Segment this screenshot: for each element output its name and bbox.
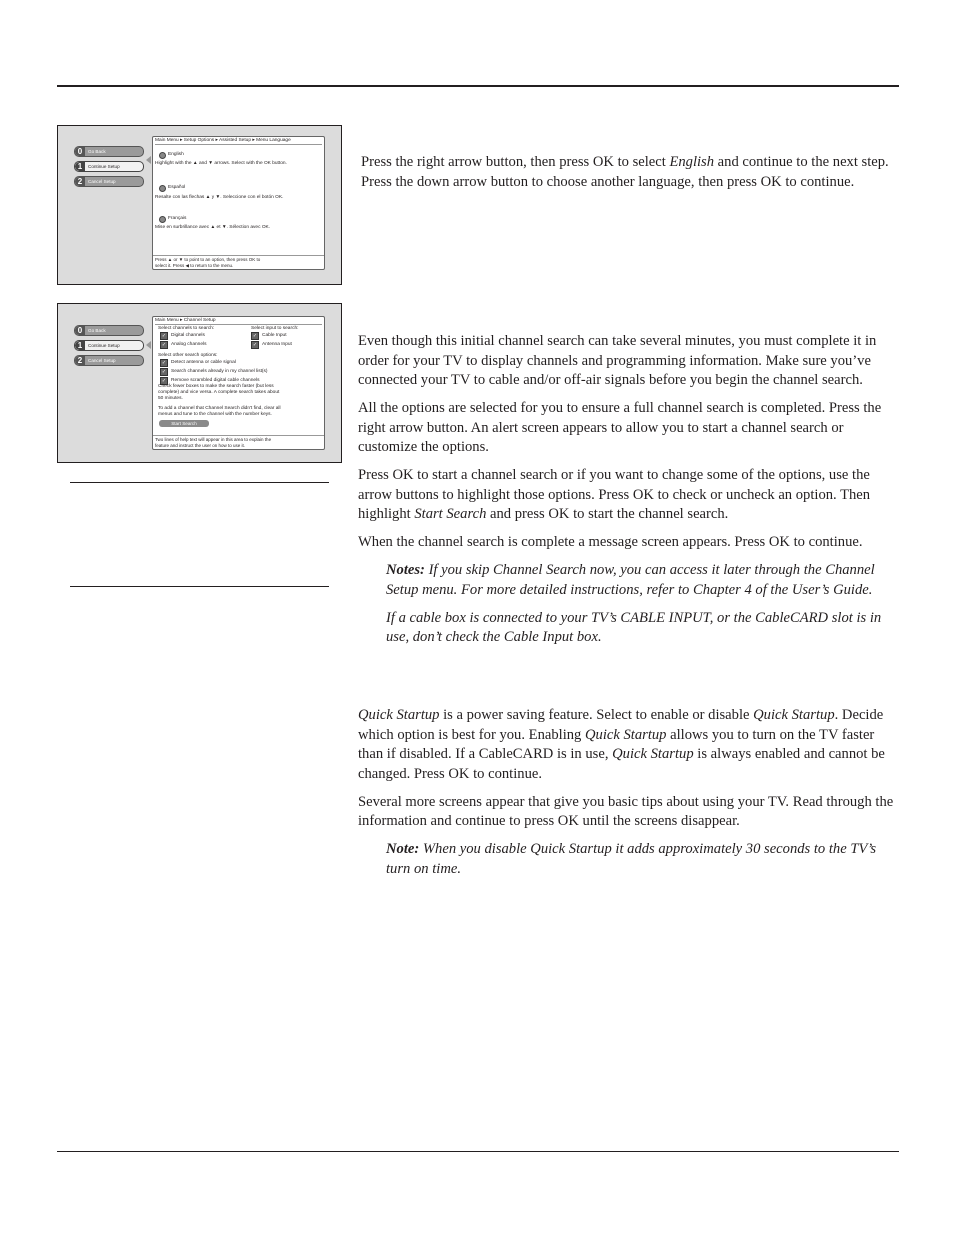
francais-radio-icon[interactable] [159,216,166,223]
channel-setup-screenshot [57,303,342,463]
cable-input-checkbox[interactable]: ✓ [252,333,258,339]
english-hint: Highlight with the ▲ and ▼ arrows. Select with the OK button. [155,161,287,166]
english-option[interactable]: English [168,152,184,157]
detect-signal-checkbox[interactable]: ✓ [161,360,167,366]
other-options-heading: Select other search options: [158,353,218,358]
english-radio-icon[interactable] [159,152,166,159]
channel-setup-panel [152,316,325,450]
sidebar-rule-top [70,482,329,483]
continue-setup-button[interactable]: 1 Continue Setup [74,161,144,172]
inputs-heading: Select input to search: [251,326,299,331]
setup-menu [74,146,144,191]
channel-search-note-1: Notes: If you skip Channel Search now, you can access it later through the Channel Setup menu. For more detailed instructions, refer to Chapter 4 of the User’s Guide. [386,562,875,598]
breadcrumb: Main Menu ▸ Setup Options ▸ Assisted Setup ▸ Menu Language [155,138,322,145]
search-tip-line-2: complete) and vice versa. A complete search takes about [158,390,280,395]
footer-rule [57,1151,899,1152]
search-existing-label: Search channels already in my channel list(s) [171,369,268,374]
go-back-button[interactable]: 0 Go Back [74,146,144,157]
espanol-hint: Resalte con las flechas ▲ y ▼. Seleccione con el botón OK. [155,195,284,200]
help-text: Two lines of help text will appear in this area to explain the feature and instruct the user on how to use it. [153,435,324,449]
francais-hint: Mise en surbrillance avec ▲ et ▼. Sélection avec OK. [155,225,271,230]
remove-scrambled-checkbox[interactable]: ✓ [161,378,167,384]
continue-setup-button[interactable]: 1 Continue Setup [74,340,144,351]
quick-startup-note: Note: When you disable Quick Startup it adds approximately 30 seconds to the TV’s turn on time. [386,841,877,877]
channels-heading: Select channels to search: [158,326,215,331]
start-search-button[interactable]: Start Search [159,420,209,427]
cancel-setup-button[interactable]: 2 Cancel Setup [74,355,144,366]
channel-search-paragraph-2: All the options are selected for you to ensure a full channel search is completed. Press the right arrow button. An alert screen appears to allow you to start a channel search or customize the options. [358,400,882,455]
remove-scrambled-label: Remove scrambled digital cable channels [171,378,260,383]
setup-menu [74,325,144,370]
espanol-radio-icon[interactable] [159,185,166,192]
channel-search-paragraph-1: Even though this initial channel search can take several minutes, you must complete it in order for your TV to display channels and programming information. Make sure you’ve connected your TV to cable and/or off-air signals before you begin the channel search. [358,333,877,388]
channel-search-paragraph-3: Press OK to start a channel search or if you want to change some of the options, use the arrow buttons to highlight those options. Press OK to check or uncheck an option. Then highlight Start Search and press OK to start the channel search. [358,467,871,522]
quick-startup-paragraph-1: Quick Startup is a power saving feature. Select to enable or disable Quick Startup. Decide which option is best for you. Enabling Quick Startup allows you to turn on the TV faster than if disabled. If a CableCARD is in use, Quick Startup is always enabled and cannot be changed. Press OK to continue. [358,707,885,782]
language-paragraph: Press the right arrow button, then press OK to select English and continue to the next step. Press the down arrow button to choose another language, then press OK to continue. [361,154,889,190]
header-rule [57,85,899,87]
menu-language-panel [152,136,325,270]
espanol-option[interactable]: Español [168,185,186,190]
pointer-arrow-icon [146,156,151,164]
analog-channels-checkbox[interactable]: ✓ [161,342,167,348]
add-channel-tip-line-1: To add a channel that Channel Search didn't find, clear all [158,406,281,411]
language-instructions [361,153,896,201]
detect-signal-label: Detect antenna or cable signal [171,360,236,365]
quick-startup-paragraph-2: Several more screens appear that give you basic tips about using your TV. Read through the information and continue to press OK until the screens disappear. [358,793,894,829]
digital-channels-label: Digital channels [171,333,205,338]
channel-search-note-2: If a cable box is connected to your TV’s CABLE INPUT, or the CableCARD slot is in use, don’t check the Cable Input box. [386,609,882,645]
go-back-button[interactable]: 0 Go Back [74,325,144,336]
sidebar-rule-bottom [70,586,329,587]
cancel-setup-button[interactable]: 2 Cancel Setup [74,176,144,187]
search-tip-line-3: 50 minutes. [158,396,183,401]
quick-startup-instructions [358,706,898,888]
add-channel-tip-line-2: menus and tune to the channel with the number keys. [158,412,272,417]
digital-channels-checkbox[interactable]: ✓ [161,333,167,339]
antenna-input-checkbox[interactable]: ✓ [252,342,258,348]
channel-search-instructions [358,332,898,656]
antenna-input-label: Antenna Input [262,342,292,347]
help-text: Press ▲ or ▼ to point to an option, then press OK to select it. Press ◀ to return to the menu. [153,255,324,269]
channel-search-paragraph-4: When the channel search is complete a message screen appears. Press OK to continue. [358,534,863,550]
pointer-arrow-icon [146,341,151,349]
francais-option[interactable]: Français [168,216,187,221]
search-existing-checkbox[interactable]: ✓ [161,369,167,375]
menu-language-screenshot [57,125,342,285]
search-tip-line-1: Check fewer boxes to make the search faster (but less [158,384,274,389]
analog-channels-label: Analog channels [171,342,207,347]
cable-input-label: Cable Input [262,333,287,338]
breadcrumb: Main Menu ▸ Channel Setup [155,318,322,325]
